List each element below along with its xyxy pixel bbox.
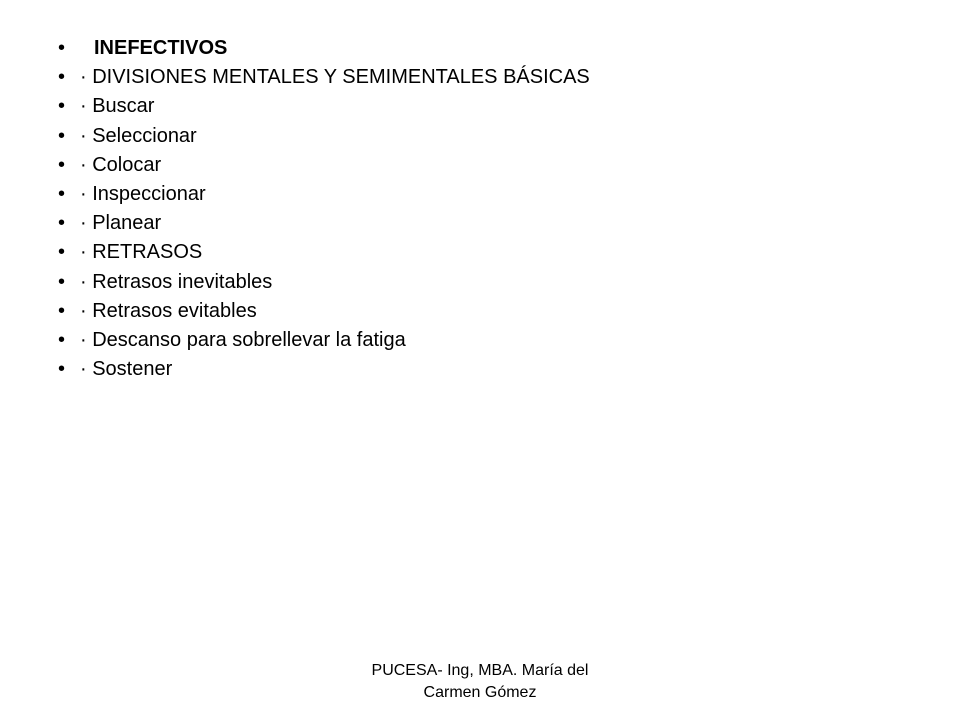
footer-line-1: PUCESA- Ing, MBA. María del [371, 662, 589, 679]
bullet-dot-icon: • [58, 241, 66, 264]
bullet-dot-icon: • [58, 212, 66, 235]
slide-footer [330, 660, 630, 704]
bullet-dot-icon: • [58, 328, 66, 351]
bullet-text: · Inspeccionar [80, 182, 206, 205]
bullet-text: · Buscar [80, 95, 155, 118]
footer-line-2: Carmen Gómez [423, 684, 537, 701]
bullet-dot-icon: • [58, 95, 66, 118]
bullet-dot-icon: • [58, 358, 66, 381]
bullet-text: · Seleccionar [80, 124, 197, 147]
bullet-text: · Descanso para sobrellevar la fatiga [80, 328, 406, 351]
bullet-dot-icon: • [58, 124, 66, 147]
bullet-dot-icon: • [58, 182, 66, 205]
bullet-dot-icon: • [58, 37, 66, 59]
bullet-text: · Retrasos evitables [80, 299, 257, 322]
bullet-text: · Retrasos inevitables [80, 270, 273, 293]
bullet-dot-icon: • [58, 299, 66, 322]
bullet-text: · DIVISIONES MENTALES Y SEMIMENTALES BÁSICAS [80, 66, 590, 89]
bullet-text: · Planear [80, 212, 162, 235]
bullet-dot-icon: • [58, 66, 66, 89]
bullet-text: INEFECTIVOS [94, 37, 228, 59]
bullet-dot-icon: • [58, 153, 66, 176]
bullet-text: · Colocar [80, 153, 162, 176]
bullet-dot-icon: • [58, 270, 66, 293]
bullet-text: · Sostener [80, 358, 173, 381]
bullet-text: · RETRASOS [80, 241, 203, 264]
